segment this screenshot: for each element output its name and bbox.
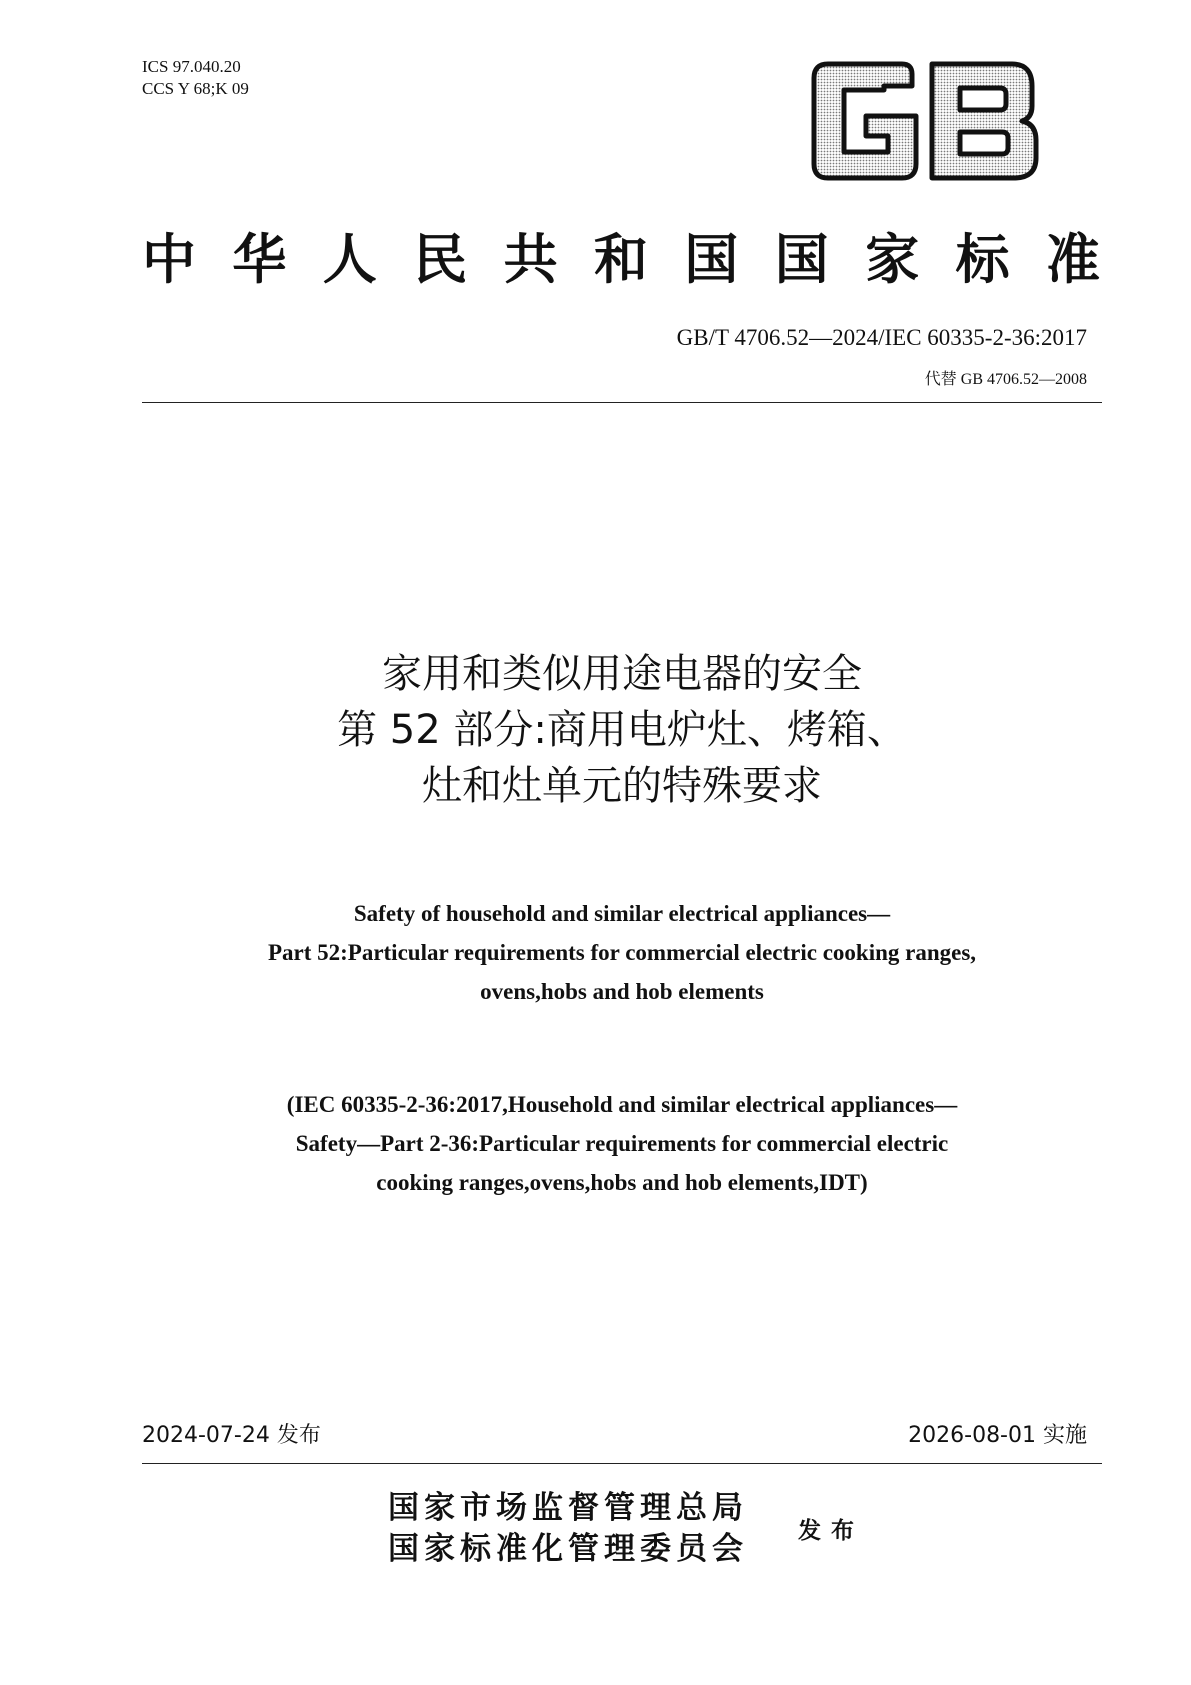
ics-code: ICS 97.040.20 bbox=[142, 57, 241, 76]
standard-number: GB/T 4706.52—2024/IEC 60335-2-36:2017 bbox=[676, 325, 1087, 350]
replaces-standard: 代替 GB 4706.52—2008 bbox=[924, 371, 1087, 388]
issue-date: 2024-07-24 发布 bbox=[142, 1423, 321, 1448]
issuer-sac: 国家标准化管理委员会 bbox=[388, 1531, 748, 1567]
title-english-line-2: Part 52:Particular requirements for commercial electric cooking ranges, bbox=[267, 940, 977, 965]
implementation-date: 2026-08-01 实施 bbox=[908, 1423, 1087, 1448]
iec-note-line-1: (IEC 60335-2-36:2017,Household and similar electrical appliances— bbox=[286, 1092, 958, 1117]
top-divider bbox=[142, 402, 1102, 403]
iec-adoption-note bbox=[142, 1085, 1102, 1202]
issue-label: 发布 bbox=[798, 1517, 864, 1544]
title-english-line-1: Safety of household and similar electrical appliances— bbox=[353, 901, 891, 926]
gb-logo-text: GB bbox=[808, 60, 810, 61]
classification-codes bbox=[142, 56, 249, 100]
title-chinese bbox=[142, 646, 1102, 814]
title-english bbox=[142, 894, 1102, 1011]
issuing-authorities bbox=[388, 1488, 748, 1570]
iec-note-line-3: cooking ranges,ovens,hobs and hob elements,IDT) bbox=[376, 1170, 868, 1195]
national-title: 中华人民共和国国家标准 bbox=[142, 227, 1102, 291]
title-english-line-3: ovens,hobs and hob elements bbox=[480, 979, 764, 1004]
ccs-code: CCS Y 68;K 09 bbox=[142, 79, 249, 98]
iec-note-line-2: Safety—Part 2-36:Particular requirements for commercial electric bbox=[295, 1131, 949, 1156]
title-chinese-line-2: 第 52 部分:商用电炉灶、烤箱、 bbox=[337, 707, 907, 753]
title-chinese-line-3: 灶和灶单元的特殊要求 bbox=[422, 763, 822, 809]
gb-logo bbox=[808, 60, 1040, 182]
title-chinese-line-1: 家用和类似用途电器的安全 bbox=[382, 651, 862, 697]
issuer-samr: 国家市场监督管理总局 bbox=[388, 1490, 748, 1526]
bottom-divider bbox=[142, 1463, 1102, 1464]
